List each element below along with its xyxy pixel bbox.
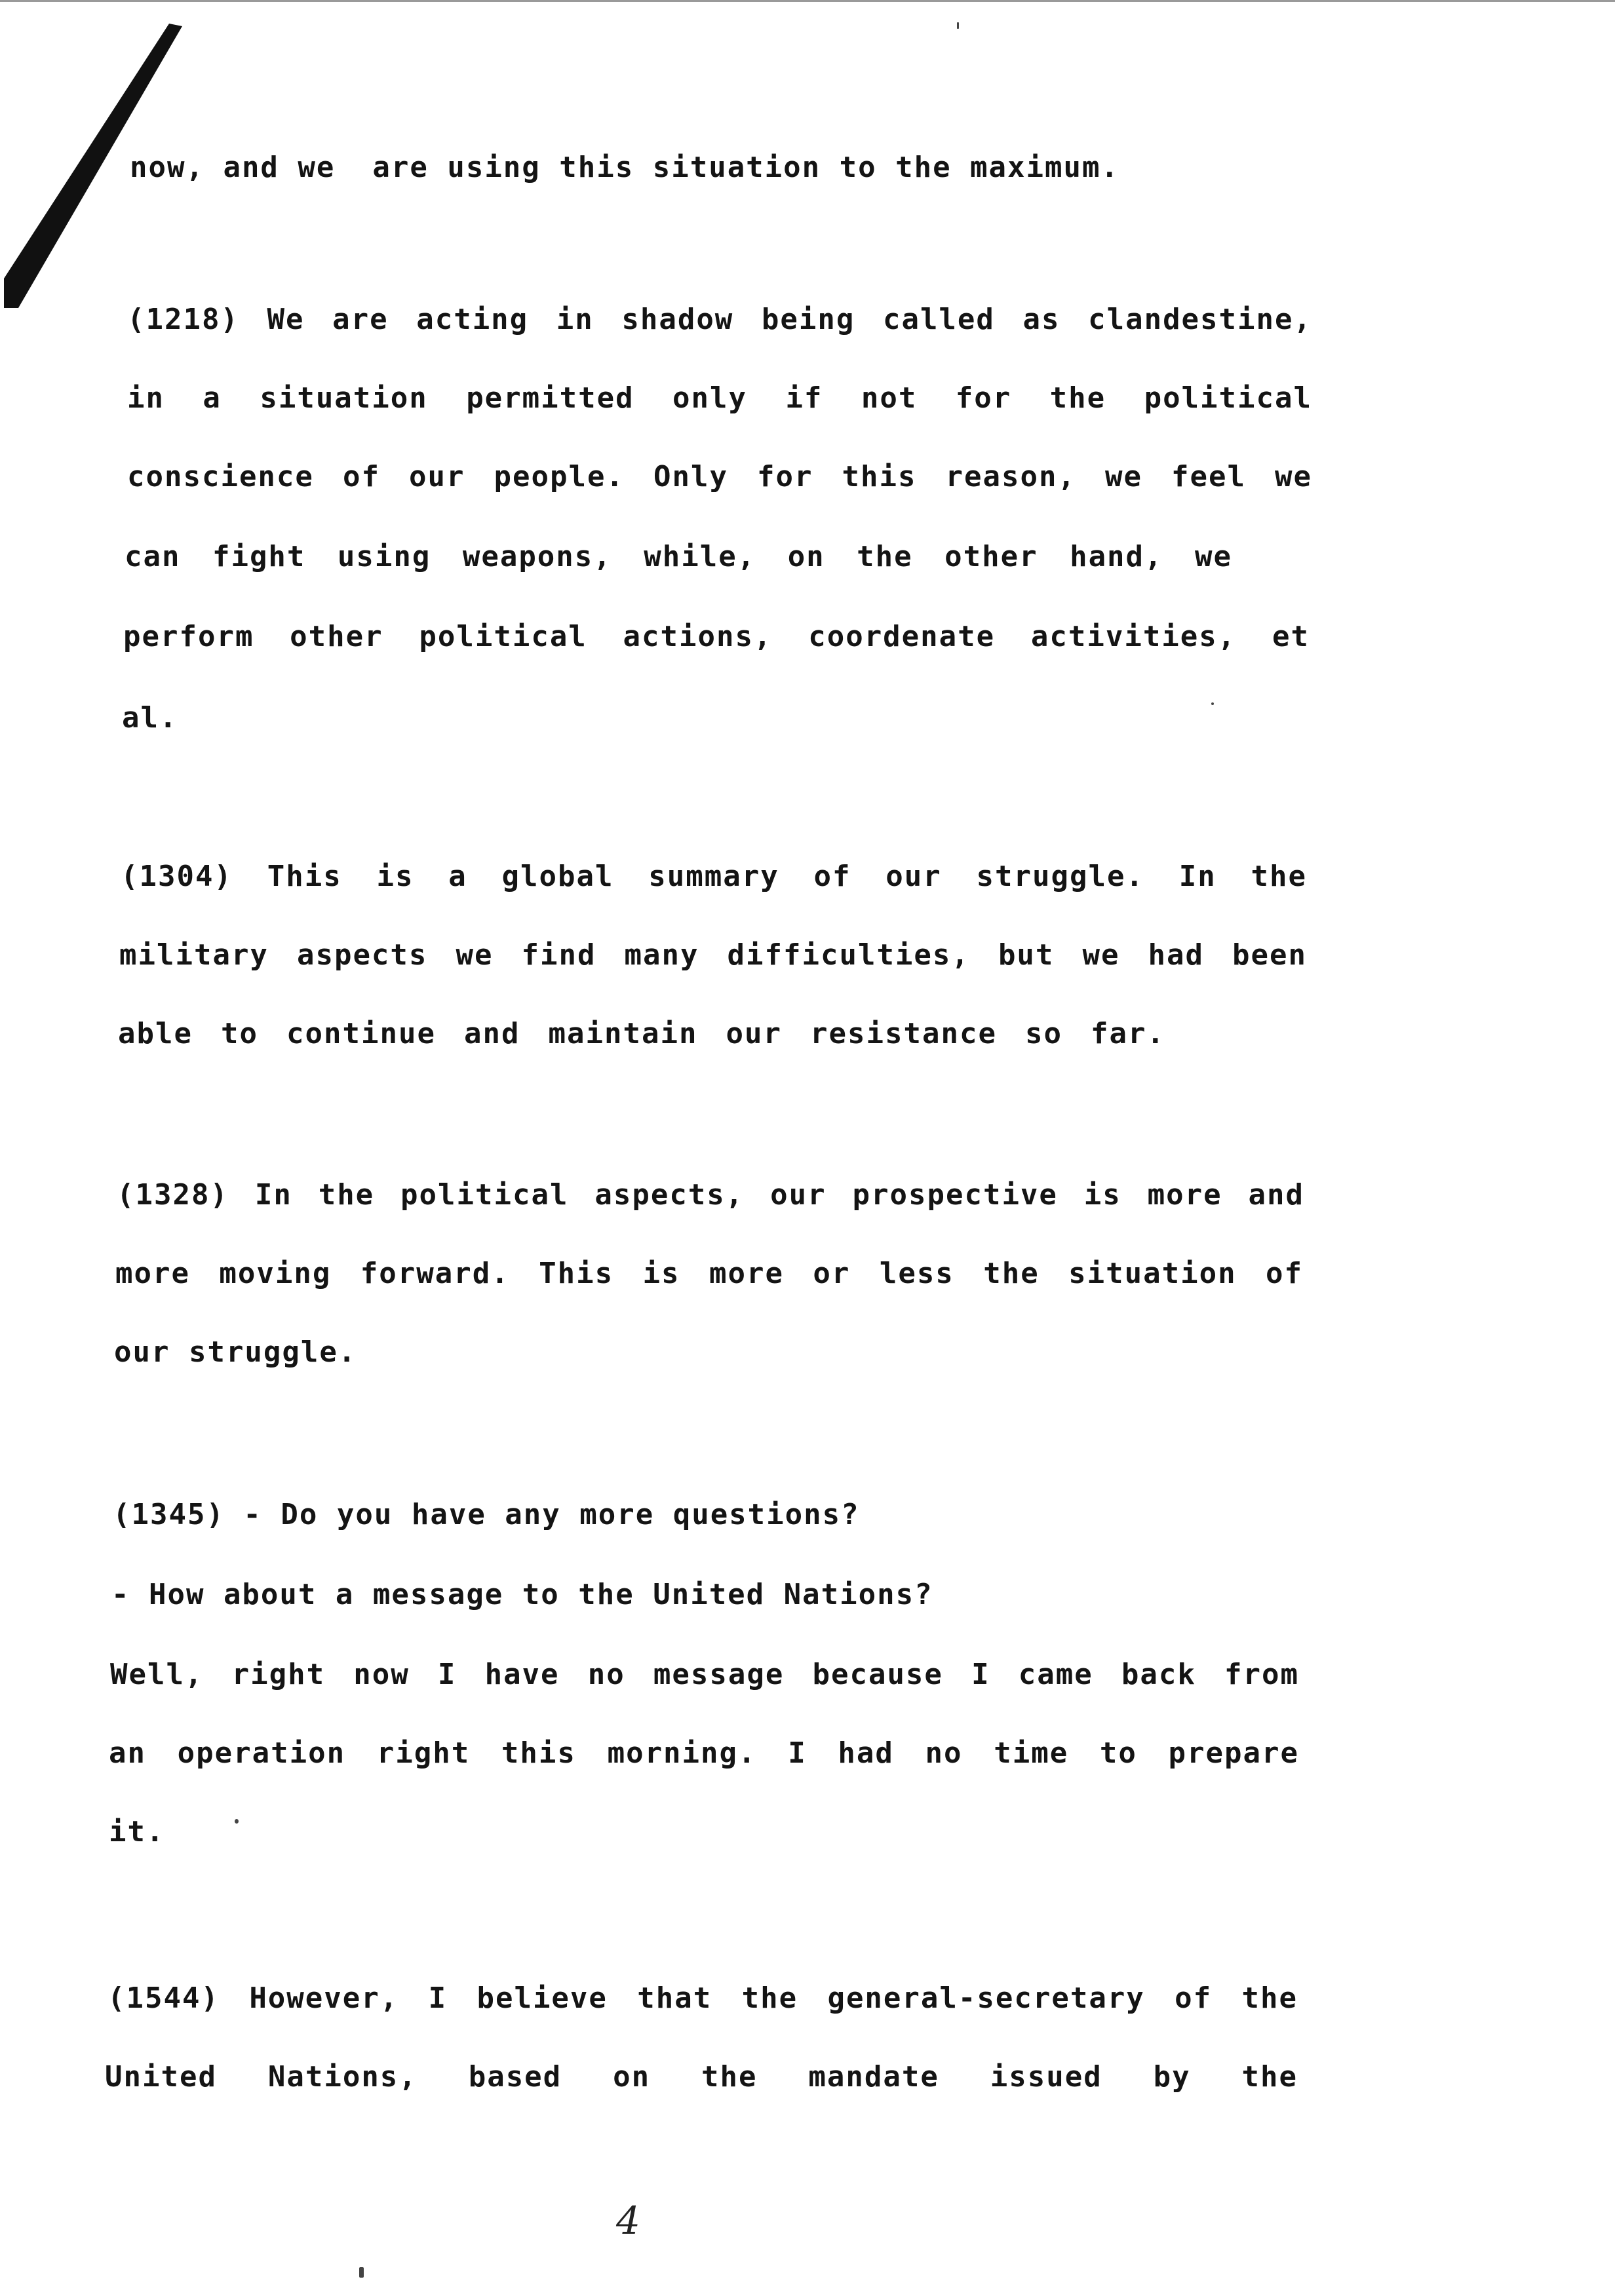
scan-speck xyxy=(235,1819,239,1824)
text-line: able to continue and maintain our resistance so far. xyxy=(118,1017,1165,1050)
text-line: can fight using weapons, while, on the other hand, we xyxy=(125,540,1232,573)
text-line: United Nations, based on the mandate issued by the xyxy=(105,2060,1298,2094)
text-line: Well, right now I have no message because I came back from xyxy=(110,1658,1299,1691)
text-line: now, and we are using this situation to the maximum. xyxy=(130,151,1119,184)
text-line: (1218) We are acting in shadow being called as clandestine, xyxy=(127,303,1312,336)
text-line: military aspects we find many difficulties, but we had been xyxy=(119,938,1307,972)
text-line: (1304) This is a global summary of our struggle. In the xyxy=(121,860,1307,893)
text-line: an operation right this morning. I had no time to prepare xyxy=(109,1736,1299,1770)
page-number: 4 xyxy=(616,2198,640,2243)
text-line: more moving forward. This is more or less the situation of xyxy=(115,1257,1303,1290)
page-top-edge xyxy=(0,0,1615,2)
text-line: it. xyxy=(109,1815,165,1848)
text-line: (1544) However, I believe that the general-secretary of the xyxy=(107,1981,1298,2015)
scan-speck xyxy=(359,2267,364,2278)
text-line: - How about a message to the United Nations? xyxy=(111,1578,933,1611)
text-line: al. xyxy=(122,701,178,735)
text-line: (1328) In the political aspects, our prospective is more and xyxy=(117,1178,1304,1212)
scan-speck xyxy=(1211,702,1214,705)
text-line: in a situation permitted only if not for the political xyxy=(127,381,1312,415)
text-line: our struggle. xyxy=(114,1335,357,1369)
text-line: conscience of our people. Only for this reason, we feel we xyxy=(127,460,1312,493)
scan-speck xyxy=(957,22,959,29)
text-line: perform other political actions, coordenate activities, et xyxy=(123,620,1310,653)
text-line: (1345) - Do you have any more questions? xyxy=(113,1498,860,1531)
